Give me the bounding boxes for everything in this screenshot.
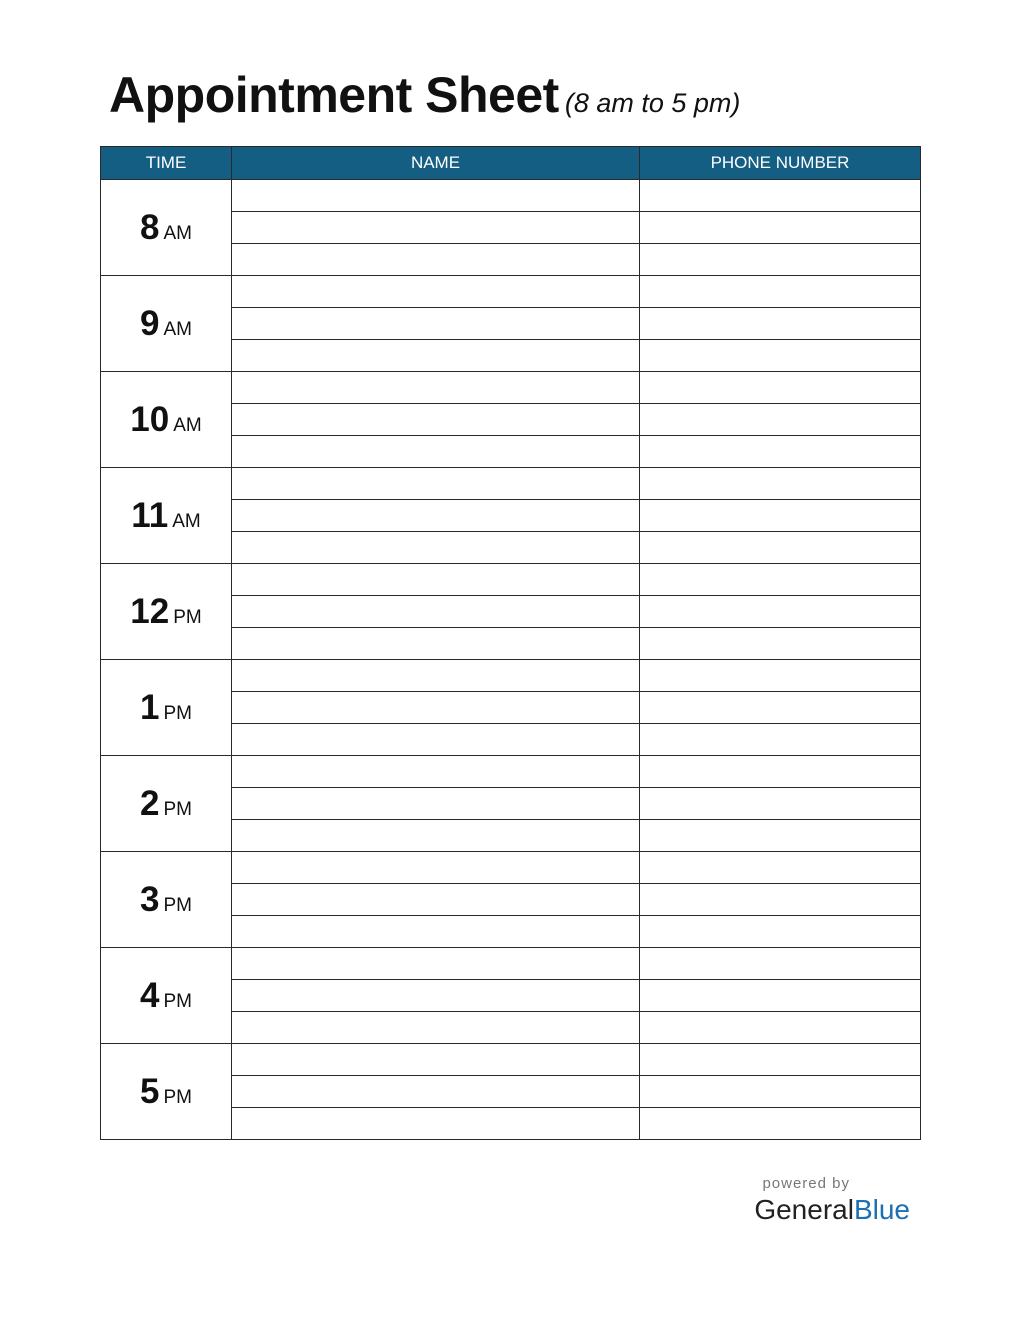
name-cell[interactable] (232, 404, 640, 436)
phone-number-cell[interactable] (640, 244, 921, 276)
time-slot-meridiem: PM (163, 702, 192, 724)
time-slot-hour: 2 (140, 783, 160, 823)
time-slot-label (101, 564, 232, 660)
name-cell[interactable] (232, 596, 640, 628)
time-slot-label (101, 660, 232, 756)
phone-number-cell[interactable] (640, 596, 921, 628)
table-row (101, 276, 921, 308)
phone-number-cell[interactable] (640, 852, 921, 884)
time-slot-meridiem: PM (163, 894, 192, 916)
time-slot-label (101, 468, 232, 564)
name-cell[interactable] (232, 276, 640, 308)
phone-number-cell[interactable] (640, 756, 921, 788)
table-row (101, 180, 921, 212)
time-slot-meridiem: AM (163, 222, 192, 244)
table-row (101, 564, 921, 596)
time-slot-label (101, 948, 232, 1044)
name-cell[interactable] (232, 500, 640, 532)
table-row (101, 468, 921, 500)
name-cell[interactable] (232, 564, 640, 596)
header-time: TIME (101, 147, 232, 180)
time-slot-hour: 1 (140, 687, 160, 727)
table-row (101, 660, 921, 692)
powered-by-text: powered by (762, 1175, 850, 1192)
table-body (101, 180, 921, 1140)
generalblue-logo (754, 1194, 910, 1226)
time-slot-meridiem: AM (172, 510, 201, 532)
name-cell[interactable] (232, 1044, 640, 1076)
table-row (101, 852, 921, 884)
phone-number-cell[interactable] (640, 916, 921, 948)
time-slot-label (101, 756, 232, 852)
header-phone-number: PHONE NUMBER (640, 147, 921, 180)
appointment-table (100, 146, 921, 1140)
name-cell[interactable] (232, 308, 640, 340)
time-slot-hour: 3 (140, 879, 160, 919)
phone-number-cell[interactable] (640, 372, 921, 404)
phone-number-cell[interactable] (640, 404, 921, 436)
time-slot-label (101, 180, 232, 276)
table-header-row (101, 147, 921, 180)
name-cell[interactable] (232, 1012, 640, 1044)
logo-blue: Blue (853, 1194, 910, 1225)
name-cell[interactable] (232, 532, 640, 564)
time-slot-hour: 8 (140, 207, 160, 247)
name-cell[interactable] (232, 212, 640, 244)
time-slot-meridiem: PM (163, 1086, 192, 1108)
time-slot-label (101, 852, 232, 948)
name-cell[interactable] (232, 948, 640, 980)
name-cell[interactable] (232, 1076, 640, 1108)
time-slot-label (101, 276, 232, 372)
name-cell[interactable] (232, 756, 640, 788)
name-cell[interactable] (232, 340, 640, 372)
time-slot-meridiem: PM (163, 798, 192, 820)
time-slot-label (101, 1044, 232, 1140)
phone-number-cell[interactable] (640, 724, 921, 756)
name-cell[interactable] (232, 980, 640, 1012)
phone-number-cell[interactable] (640, 180, 921, 212)
time-slot-hour: 5 (140, 1071, 160, 1111)
phone-number-cell[interactable] (640, 436, 921, 468)
phone-number-cell[interactable] (640, 1076, 921, 1108)
name-cell[interactable] (232, 372, 640, 404)
time-slot-meridiem: AM (173, 414, 202, 436)
time-slot-hour: 11 (131, 495, 169, 535)
table-row (101, 1044, 921, 1076)
phone-number-cell[interactable] (640, 500, 921, 532)
time-slot-hour: 9 (140, 303, 160, 343)
phone-number-cell[interactable] (640, 820, 921, 852)
time-slot-hour: 10 (130, 399, 170, 439)
name-cell[interactable] (232, 628, 640, 660)
page-subtitle: (8 am to 5 pm) (564, 88, 741, 118)
name-cell[interactable] (232, 244, 640, 276)
time-slot-meridiem: AM (163, 318, 192, 340)
name-cell[interactable] (232, 724, 640, 756)
name-cell[interactable] (232, 180, 640, 212)
phone-number-cell[interactable] (640, 1012, 921, 1044)
time-slot-label (101, 372, 232, 468)
phone-number-cell[interactable] (640, 468, 921, 500)
name-cell[interactable] (232, 820, 640, 852)
phone-number-cell[interactable] (640, 308, 921, 340)
time-slot-hour: 12 (130, 591, 170, 631)
phone-number-cell[interactable] (640, 212, 921, 244)
name-cell[interactable] (232, 692, 640, 724)
phone-number-cell[interactable] (640, 1044, 921, 1076)
name-cell[interactable] (232, 1108, 640, 1140)
phone-number-cell[interactable] (640, 276, 921, 308)
phone-number-cell[interactable] (640, 340, 921, 372)
name-cell[interactable] (232, 916, 640, 948)
phone-number-cell[interactable] (640, 1108, 921, 1140)
page-title: Appointment Sheet (109, 67, 559, 123)
name-cell[interactable] (232, 884, 640, 916)
phone-number-cell[interactable] (640, 788, 921, 820)
phone-number-cell[interactable] (640, 660, 921, 692)
phone-number-cell[interactable] (640, 948, 921, 980)
page-title-row (109, 66, 740, 124)
name-cell[interactable] (232, 852, 640, 884)
logo-general: General (754, 1194, 854, 1225)
time-slot-hour: 4 (140, 975, 160, 1015)
name-cell[interactable] (232, 788, 640, 820)
table-row (101, 372, 921, 404)
time-slot-meridiem: PM (173, 606, 202, 628)
phone-number-cell[interactable] (640, 884, 921, 916)
table-row (101, 948, 921, 980)
phone-number-cell[interactable] (640, 628, 921, 660)
name-cell[interactable] (232, 660, 640, 692)
name-cell[interactable] (232, 468, 640, 500)
phone-number-cell[interactable] (640, 564, 921, 596)
time-slot-meridiem: PM (163, 990, 192, 1012)
name-cell[interactable] (232, 436, 640, 468)
brand-logo (754, 1175, 910, 1226)
phone-number-cell[interactable] (640, 532, 921, 564)
table-row (101, 756, 921, 788)
phone-number-cell[interactable] (640, 980, 921, 1012)
header-name: NAME (232, 147, 640, 180)
phone-number-cell[interactable] (640, 692, 921, 724)
